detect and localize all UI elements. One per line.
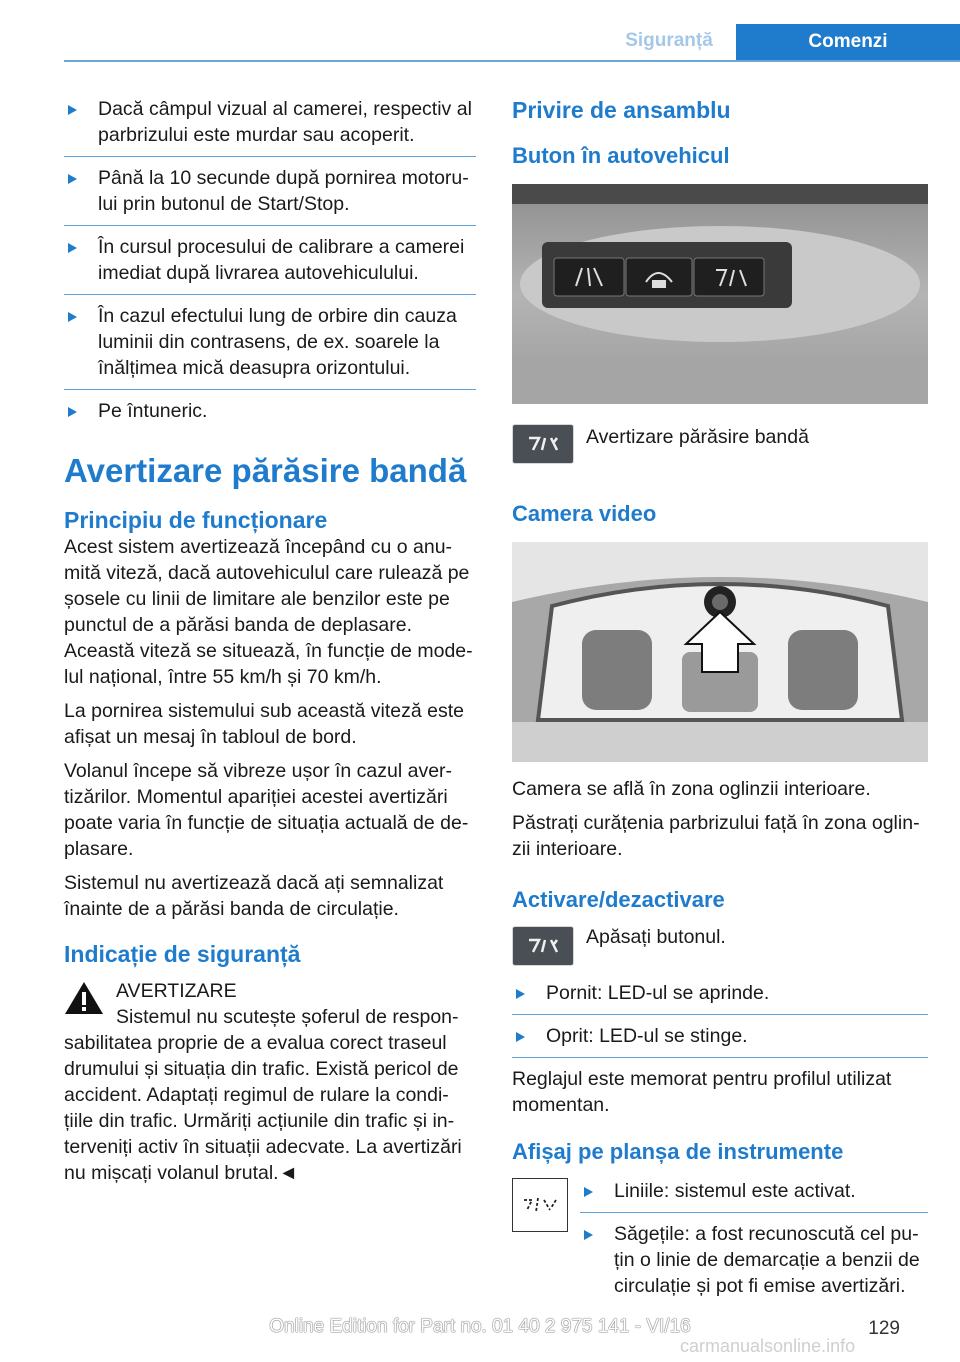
- header-tab-comenzi: Comenzi: [736, 24, 960, 62]
- list-item: Liniile: sistemul este activat.: [580, 1178, 928, 1213]
- warning-block: [64, 978, 476, 1186]
- left-column: [64, 96, 476, 1186]
- paragraph: La pornirea sistemului sub această viteză este afișat un mesaj în tabloul de bord.: [64, 700, 464, 748]
- warning-triangle-icon: [64, 980, 104, 1016]
- list-item: Până la 10 secunde după pornirea motoru‐lui prin butonul de Start/Stop.: [64, 165, 476, 226]
- paragraph: Acest sistem avertizează începând cu o anu‐mită viteză, dacă autovehiculul care rulează pe șosele cu linii de limitare ale benzilor este pe punctul de a părăsi banda de deplasare. Această viteză se situează, în funcție de mode‐lul național, între 55 km/h și 70 km/h.: [64, 536, 473, 688]
- button-panel-photo: [512, 184, 928, 404]
- button-caption-row: [512, 424, 928, 464]
- display-block: [512, 1178, 928, 1307]
- watermark: carmanualsonline.info: [680, 1336, 856, 1356]
- list-item: Pe întuneric.: [64, 398, 476, 424]
- display-heading: Afișaj pe planșa de instrumente: [512, 1139, 844, 1164]
- right-column: [512, 96, 928, 1307]
- activation-heading: Activare/dezactivare: [512, 887, 725, 912]
- overview-heading: Privire de ansamblu: [512, 97, 731, 123]
- paragraph: Sistemul nu avertizează dacă ați semnalizat înainte de a părăsi banda de circulație.: [64, 872, 444, 920]
- list-item: Săgețile: a fost recunoscută cel pu‐țin o linie de demarcație a benzii de circulație și pot fi emise avertizări.: [580, 1221, 928, 1299]
- header-section-label: Siguranță: [625, 30, 713, 51]
- safety-heading: Indicație de siguranță: [64, 941, 301, 967]
- principle-heading: Principiu de funcționare: [64, 507, 328, 533]
- warning-text: Sistemul nu scutește șoferul de respon‐sabilitatea proprie de a evalua corect traseul drumului și situația din trafic. Există pericol de accident. Adaptați regimul de rulare la condi‐țiile din trafic. Urmăriți acțiunile din trafic și in‐terveniți activ în situații adecvate. La avertizări nu mișcați volanul brutal.◄: [64, 1006, 462, 1184]
- list-item: Oprit: LED-ul se stinge.: [512, 1023, 928, 1058]
- paragraph: Volanul începe să vibreze ușor în cazul aver‐tizărilor. Momentul apariției acestei avertizări poate varia în funcție de situația actuală de de‐plasare.: [64, 760, 469, 860]
- activation-text: Apăsați butonul.: [586, 926, 726, 948]
- lane-departure-button-icon: [512, 424, 574, 464]
- lane-lines-display-icon: [512, 1178, 568, 1232]
- page-number: 129: [868, 1318, 900, 1339]
- camera-photo: [512, 542, 928, 762]
- button-caption: Avertizare părăsire bandă: [586, 426, 809, 448]
- footer-edition: Online Edition for Part no. 01 40 2 975 141 - VI/16: [269, 1316, 691, 1337]
- header-rule: [64, 60, 960, 62]
- activation-row: [512, 926, 928, 966]
- button-heading: Buton în autovehicul: [512, 143, 730, 168]
- list-item: În cazul efectului lung de orbire din cauza luminii din contrasens, de ex. soarele la înălțimea mică deasupra orizontului.: [64, 303, 476, 390]
- section-title: Avertizare părăsire bandă: [64, 452, 467, 489]
- lane-departure-button-icon: [512, 926, 574, 966]
- activation-note: Reglajul este memorat pentru profilul utilizat momentan.: [512, 1068, 892, 1116]
- paragraph: Păstrați curățenia parbrizului față în zona oglin‐zii interioare.: [512, 812, 920, 860]
- list-item: În cursul procesului de calibrare a camerei imediat după livrarea autovehiculului.: [64, 234, 476, 295]
- paragraph: Camera se află în zona oglinzii interioare.: [512, 778, 871, 800]
- warning-label: AVERTIZARE: [116, 980, 237, 1002]
- camera-heading: Camera video: [512, 501, 657, 526]
- list-item: Pornit: LED-ul se aprinde.: [512, 980, 928, 1015]
- list-item: Dacă câmpul vizual al camerei, respectiv al parbrizului este murdar sau acoperit.: [64, 96, 476, 157]
